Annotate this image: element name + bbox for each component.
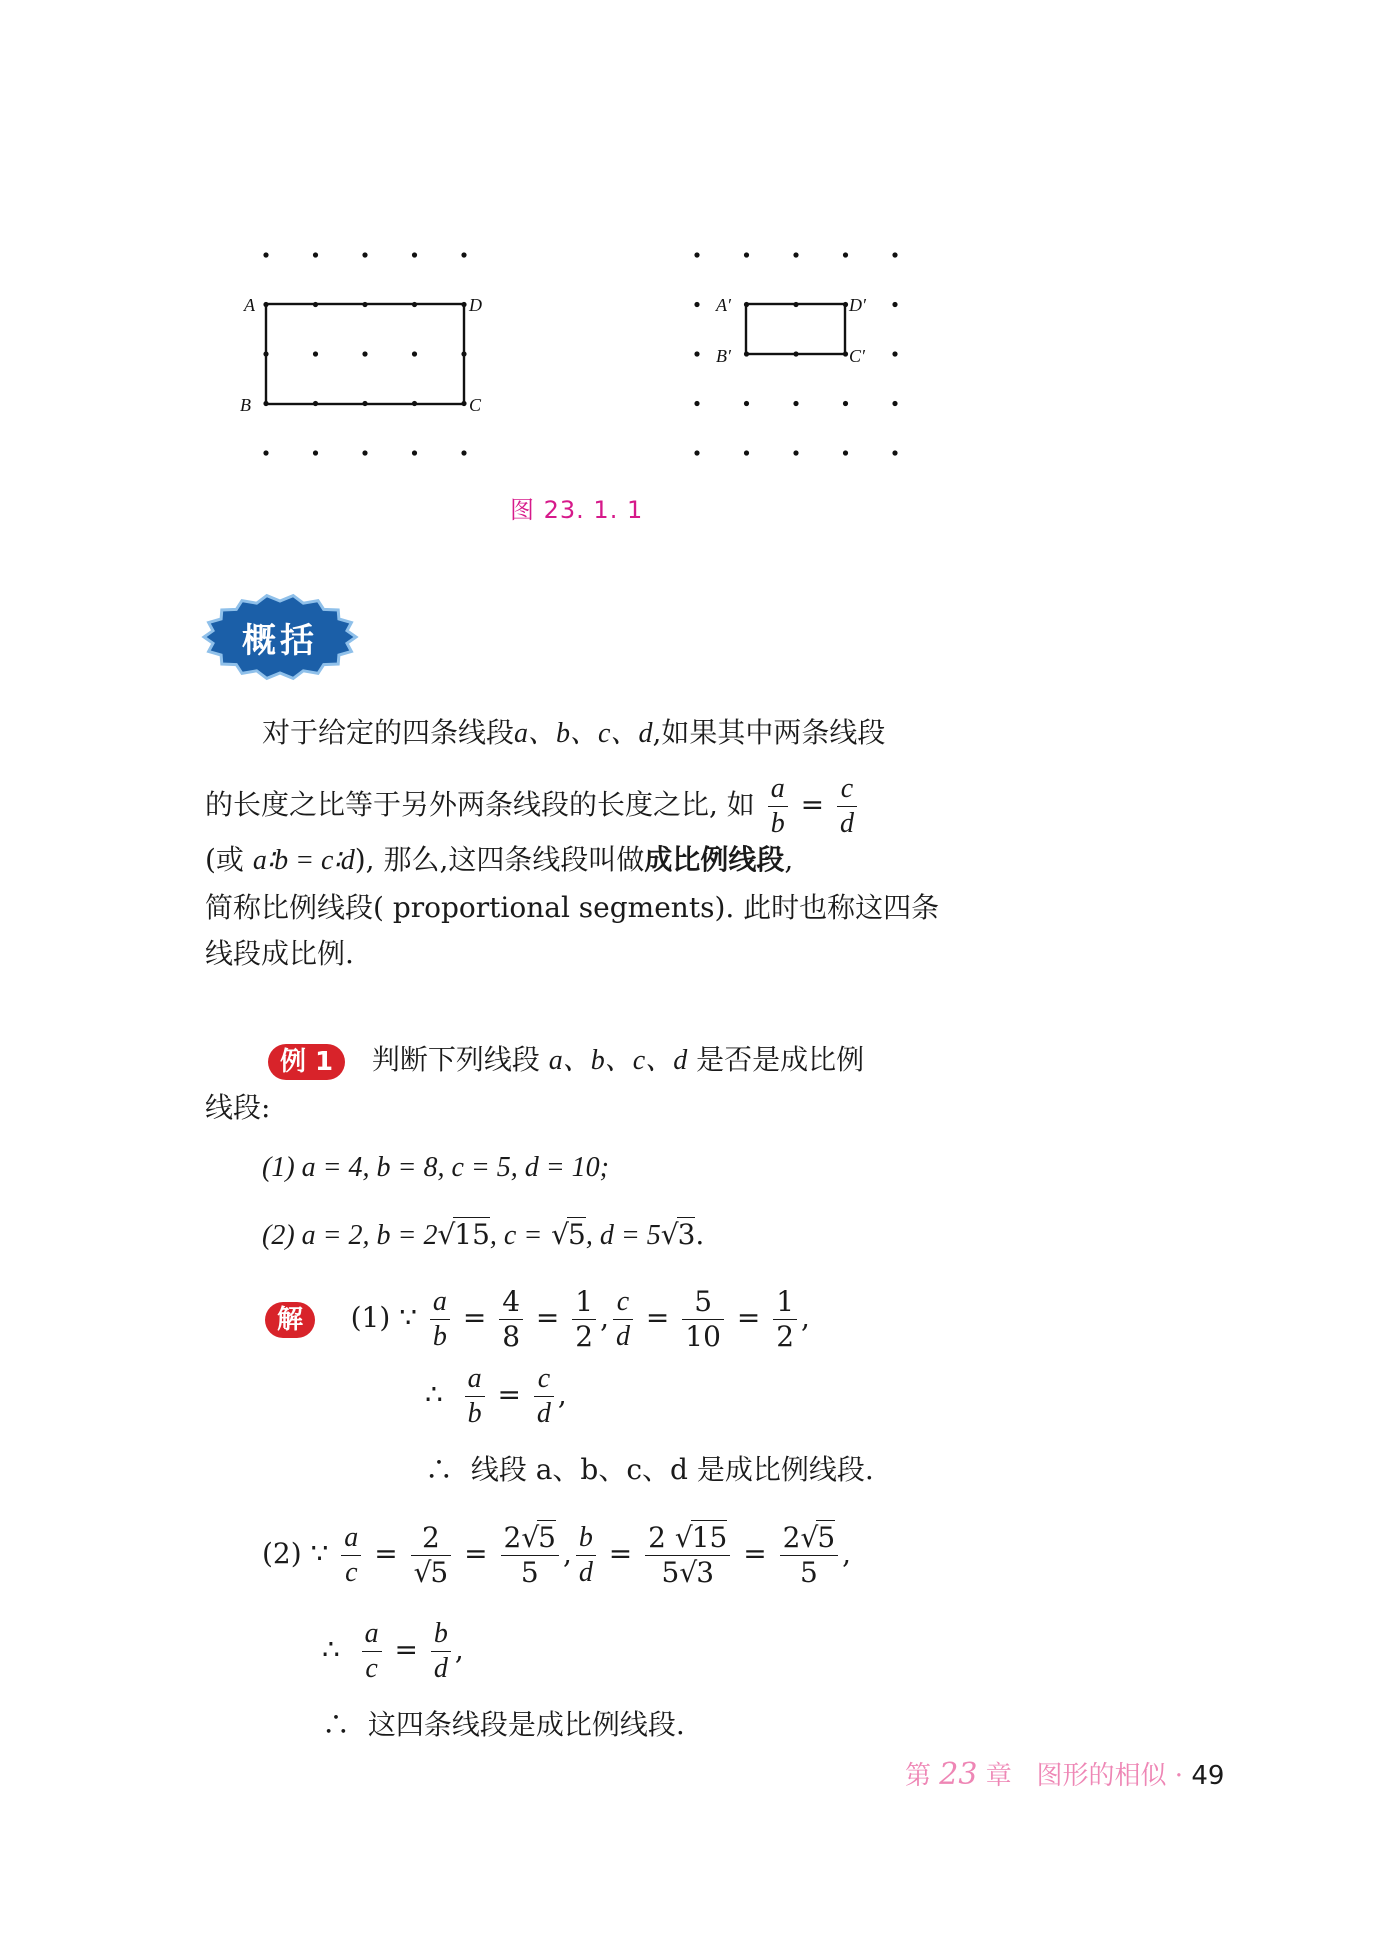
grid-dot	[694, 450, 699, 455]
solution-step-1: 解 (1) ∵ $\frac{a}{b}$ = $\frac{4}{8}$ = $\frac{1}{2}$ , $\frac{c}{d}$ = $\frac{5}{10}$ = $\frac{1}{2}$ ,	[265, 1278, 810, 1358]
label-B-prime: B′	[716, 346, 731, 366]
section-badge-summary: 概括	[242, 620, 318, 661]
grid-dot	[362, 450, 367, 455]
grid-dot	[744, 252, 749, 257]
grid-dot	[313, 351, 318, 356]
grid-dot	[694, 302, 699, 307]
grid-dot	[362, 351, 367, 356]
figure-23-1-1	[0, 0, 1388, 520]
grid-dot	[694, 401, 699, 406]
example-label: 例 1	[268, 1044, 345, 1080]
example-1-title: 例 1 判断下列线段 a、b、c、d 是否是成比例	[268, 1040, 864, 1080]
solution-step-1-ratio: ∴ $\frac{a}{b}$ = $\frac{c}{d}$ ,	[425, 1363, 567, 1429]
grid-dot	[892, 450, 897, 455]
grid-dot	[461, 252, 466, 257]
example-1-title-cont: 线段:	[205, 1091, 271, 1124]
grid-dot	[793, 450, 798, 455]
grid-dot	[892, 252, 897, 257]
grid-dot	[461, 450, 466, 455]
grid-dot	[793, 252, 798, 257]
grid-dot	[744, 450, 749, 455]
label-A: A	[244, 295, 255, 315]
grid-dot	[744, 401, 749, 406]
solution-step-1-conclusion: ∴ 线段 a、b、c、d 是成比例线段.	[425, 1453, 874, 1486]
solution-step-2-conclusion: ∴ 这四条线段是成比例线段.	[322, 1708, 685, 1741]
grid-dot	[694, 252, 699, 257]
grid-dot	[843, 450, 848, 455]
figure-caption: 图 23. 1. 1	[510, 496, 644, 524]
example-item-2: (2) a = 2, b = 2√15, c = √5, d = 5√3.	[262, 1218, 705, 1251]
page-number: 49	[1191, 1761, 1225, 1791]
grid-dot	[362, 252, 367, 257]
left-dot-grid	[263, 252, 466, 455]
label-C-prime: C′	[849, 346, 865, 366]
definition-line-3: (或 a∶b = c∶d), 那么,这四条线段叫做成比例线段,	[205, 843, 794, 876]
grid-dot	[892, 401, 897, 406]
grid-dot	[843, 252, 848, 257]
grid-dot	[263, 450, 268, 455]
rectangle-abcd-prime	[746, 304, 845, 354]
label-D-prime: D′	[849, 295, 866, 315]
solution-label: 解	[265, 1302, 315, 1338]
grid-dot	[892, 351, 897, 356]
grid-dot	[263, 252, 268, 257]
definition-line-5: 线段成比例.	[205, 937, 354, 970]
definition-line-1: 对于给定的四条线段a、b、c、d,如果其中两条线段	[262, 716, 886, 749]
grid-dot	[313, 450, 318, 455]
page-footer: 第 23 章 图形的相似 · 49	[905, 1757, 1225, 1792]
definition-line-4: 简称比例线段( proportional segments). 此时也称这四条	[205, 891, 940, 924]
label-C: C	[469, 395, 482, 415]
solution-step-2-ratio: ∴ $\frac{a}{c}$ = $\frac{b}{d}$ ,	[322, 1618, 464, 1684]
grid-dot	[694, 351, 699, 356]
grid-dot	[412, 351, 417, 356]
label-A-prime: A′	[716, 295, 731, 315]
grid-dot	[843, 401, 848, 406]
grid-dot	[892, 302, 897, 307]
grid-dot	[793, 401, 798, 406]
label-B: B	[240, 395, 251, 415]
grid-dot	[412, 252, 417, 257]
term-proportional-segments: 成比例线段	[644, 843, 785, 876]
example-item-1: (1) a = 4, b = 8, c = 5, d = 10;	[262, 1152, 609, 1183]
solution-step-2: (2) ∵ $\frac{a}{c}$ = $\frac{2}{√5}$ = $\frac{2√5}{5}$ , $\frac{b}{d}$ = $\frac{2 √15}{5√3}$ = $\frac{2√5}{5}$ ,	[262, 1521, 852, 1589]
label-D: D	[469, 295, 482, 315]
definition-line-2: 的长度之比等于另外两条线段的长度之比, 如 $\frac{a}{b}$ = $\frac{c}{d}$	[205, 770, 861, 840]
grid-dot	[412, 450, 417, 455]
grid-dot	[313, 252, 318, 257]
